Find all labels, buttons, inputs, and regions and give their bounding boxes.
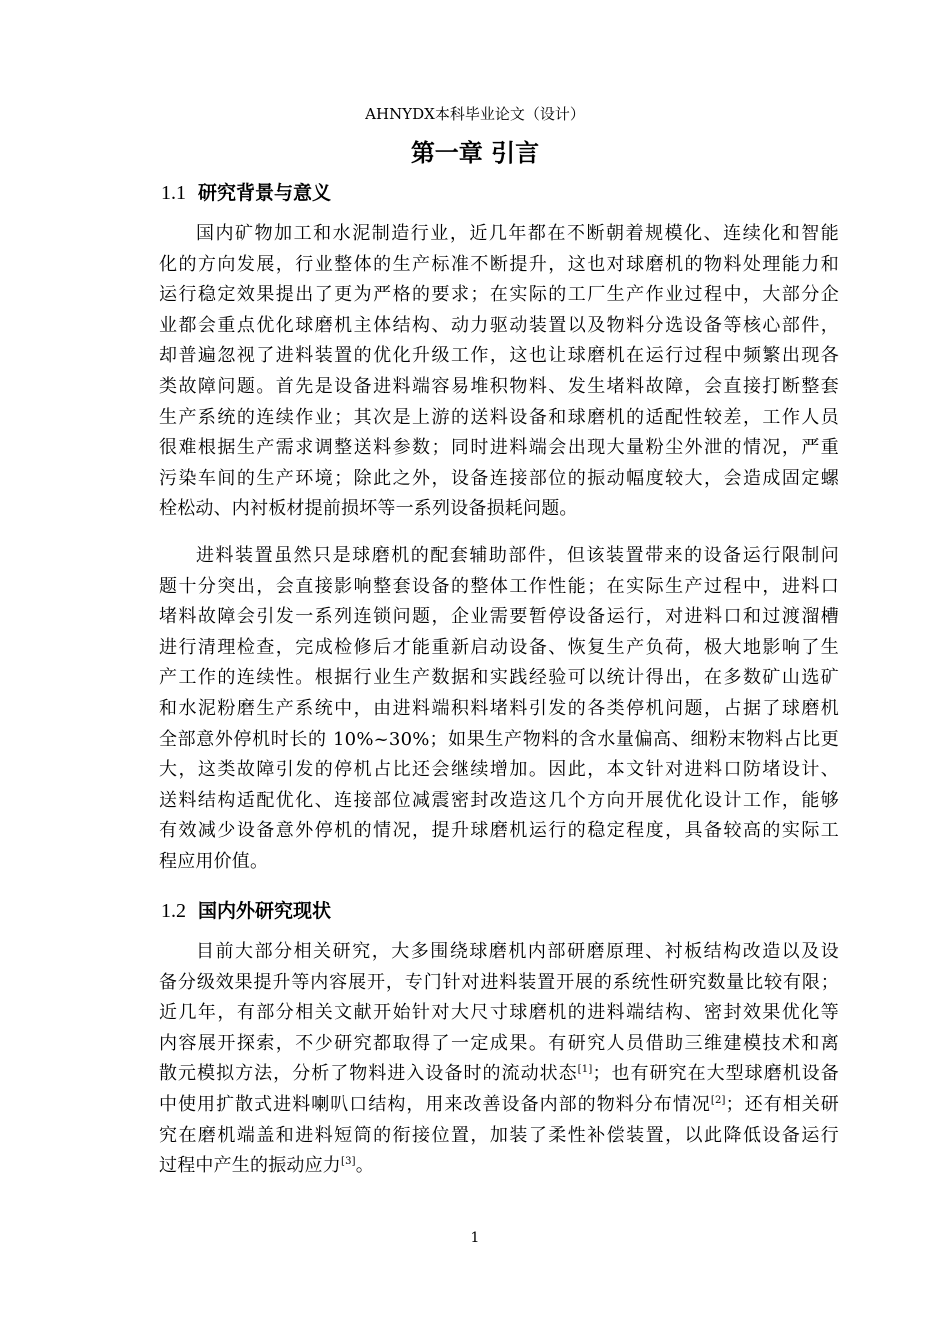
citation-ref-1[interactable]: [1] — [577, 1064, 593, 1076]
section-heading-1-1 — [161, 180, 861, 206]
text-line: 送料结构适配优化、连接部位减震密封改造这几个方向开展优化设计工作，能够 — [159, 789, 839, 811]
text-line: 备分级效果提升等内容展开，专门针对进料装置开展的系统性研究数量比较有限； — [159, 971, 839, 993]
text-line — [159, 1059, 839, 1090]
text-line: 大，这类故障引发的停机占比还会继续增加。因此，本文针对进料口防堵设计、 — [159, 759, 839, 781]
text-segment: 。 — [355, 1155, 374, 1177]
text-line: 很难根据生产需求调整送料参数；同时进料端会出现大量粉尘外泄的情况，严重 — [159, 437, 839, 459]
text-line: 产工作的连续性。根据行业生产数据和实践经验可以统计得出，在多数矿山选矿 — [159, 667, 839, 689]
text-line — [159, 1151, 839, 1182]
section-number: 1.1 — [161, 182, 186, 204]
text-line: 程应用价值。 — [159, 850, 269, 872]
text-line: 栓松动、内衬板材提前损坏等一系列设备损耗问题。 — [159, 498, 578, 520]
text-line: 究在磨机端盖和进料短筒的衔接位置，加装了柔性补偿装置，以此降低设备运行 — [159, 1124, 839, 1146]
text-line: 进行清理检查，完成检修后才能重新启动设备、恢复生产负荷，极大地影响了生 — [159, 636, 839, 658]
section-heading-1-2 — [161, 898, 861, 924]
section-title: 研究背景与意义 — [198, 182, 332, 204]
chapter-title: 第一章 引言 — [410, 139, 540, 167]
text-line: 化的方向发展，行业整体的生产标准不断提升，这也对球磨机的物料处理能力和 — [159, 253, 839, 275]
text-segment: 散元模拟方法，分析了物料进入设备时的流动状态 — [159, 1063, 578, 1085]
text-line — [159, 1090, 839, 1121]
text-line: 却普遍忽视了进料装置的优化升级工作，这也让球磨机在运行过程中频繁出现各 — [159, 345, 839, 367]
text-line: 生产系统的连续作业；其次是上游的送料设备和球磨机的适配性较差，工作人员 — [159, 406, 839, 428]
paragraph-background — [159, 219, 839, 525]
text-line: 内容展开探索，不少研究都取得了一定成果。有研究人员借助三维建模技术和离 — [159, 1032, 839, 1054]
text-line: 近几年，有部分相关文献开始针对大尺寸球磨机的进料端结构、密封效果优化等 — [159, 1002, 839, 1024]
section-title: 国内外研究现状 — [198, 900, 332, 922]
text-line: 目前大部分相关研究，大多围绕球磨机内部研磨原理、衬板结构改造以及设 — [196, 941, 839, 962]
section-number: 1.2 — [161, 900, 186, 922]
text-line: 全部意外停机时长的 10%~30%；如果生产物料的含水量偏高、细粉末物料占比更 — [159, 728, 839, 750]
text-line: 污染车间的生产环境；除此之外，设备连接部位的振动幅度较大，会造成固定螺 — [159, 467, 839, 489]
text-line: 业都会重点优化球磨机主体结构、动力驱动装置以及物料分选设备等核心部件， — [159, 314, 839, 336]
text-line: 国内矿物加工和水泥制造行业，近几年都在不断朝着规模化、连续化和智能 — [196, 223, 839, 244]
page-number: 1 — [470, 1230, 480, 1246]
text-line: 进料装置虽然只是球磨机的配套辅助部件，但该装置带来的设备运行限制问 — [196, 545, 839, 566]
text-line: 题十分突出，会直接影响整套设备的整体工作性能；在实际生产过程中，进料口 — [159, 575, 839, 597]
text-segment: ；还有相关研 — [725, 1093, 840, 1115]
text-line: 有效减少设备意外停机的情况，提升球磨机运行的稳定程度，具备较高的实际工 — [159, 820, 839, 842]
text-line: 类故障问题。首先是设备进料端容易堆积物料、发生堵料故障，会直接打断整套 — [159, 375, 839, 397]
text-line: 和水泥粉磨生产系统中，由进料端积料堵料引发的各类停机问题，占据了球磨机 — [159, 697, 839, 719]
text-segment: ；也有研究在大型球磨机设备 — [592, 1063, 839, 1085]
citation-ref-2[interactable]: [2] — [710, 1094, 726, 1106]
text-segment: 中使用扩散式进料喇叭口结构，用来改善设备内部的物料分布情况 — [159, 1093, 711, 1115]
text-line: 堵料故障会引发一系列连锁问题，企业需要暂停设备运行，对进料口和过渡溜槽 — [159, 606, 839, 628]
citation-ref-3[interactable]: [3] — [341, 1156, 356, 1168]
text-segment: 过程中产生的振动应力 — [159, 1155, 341, 1177]
text-line: 运行稳定效果提出了更为严格的要求；在实际的工厂生产作业过程中，大部分企 — [159, 284, 839, 306]
paragraph-significance — [159, 541, 839, 878]
paragraph-research-status — [159, 937, 839, 1182]
running-header: AHNYDX本科毕业论文（设计） — [365, 105, 585, 123]
